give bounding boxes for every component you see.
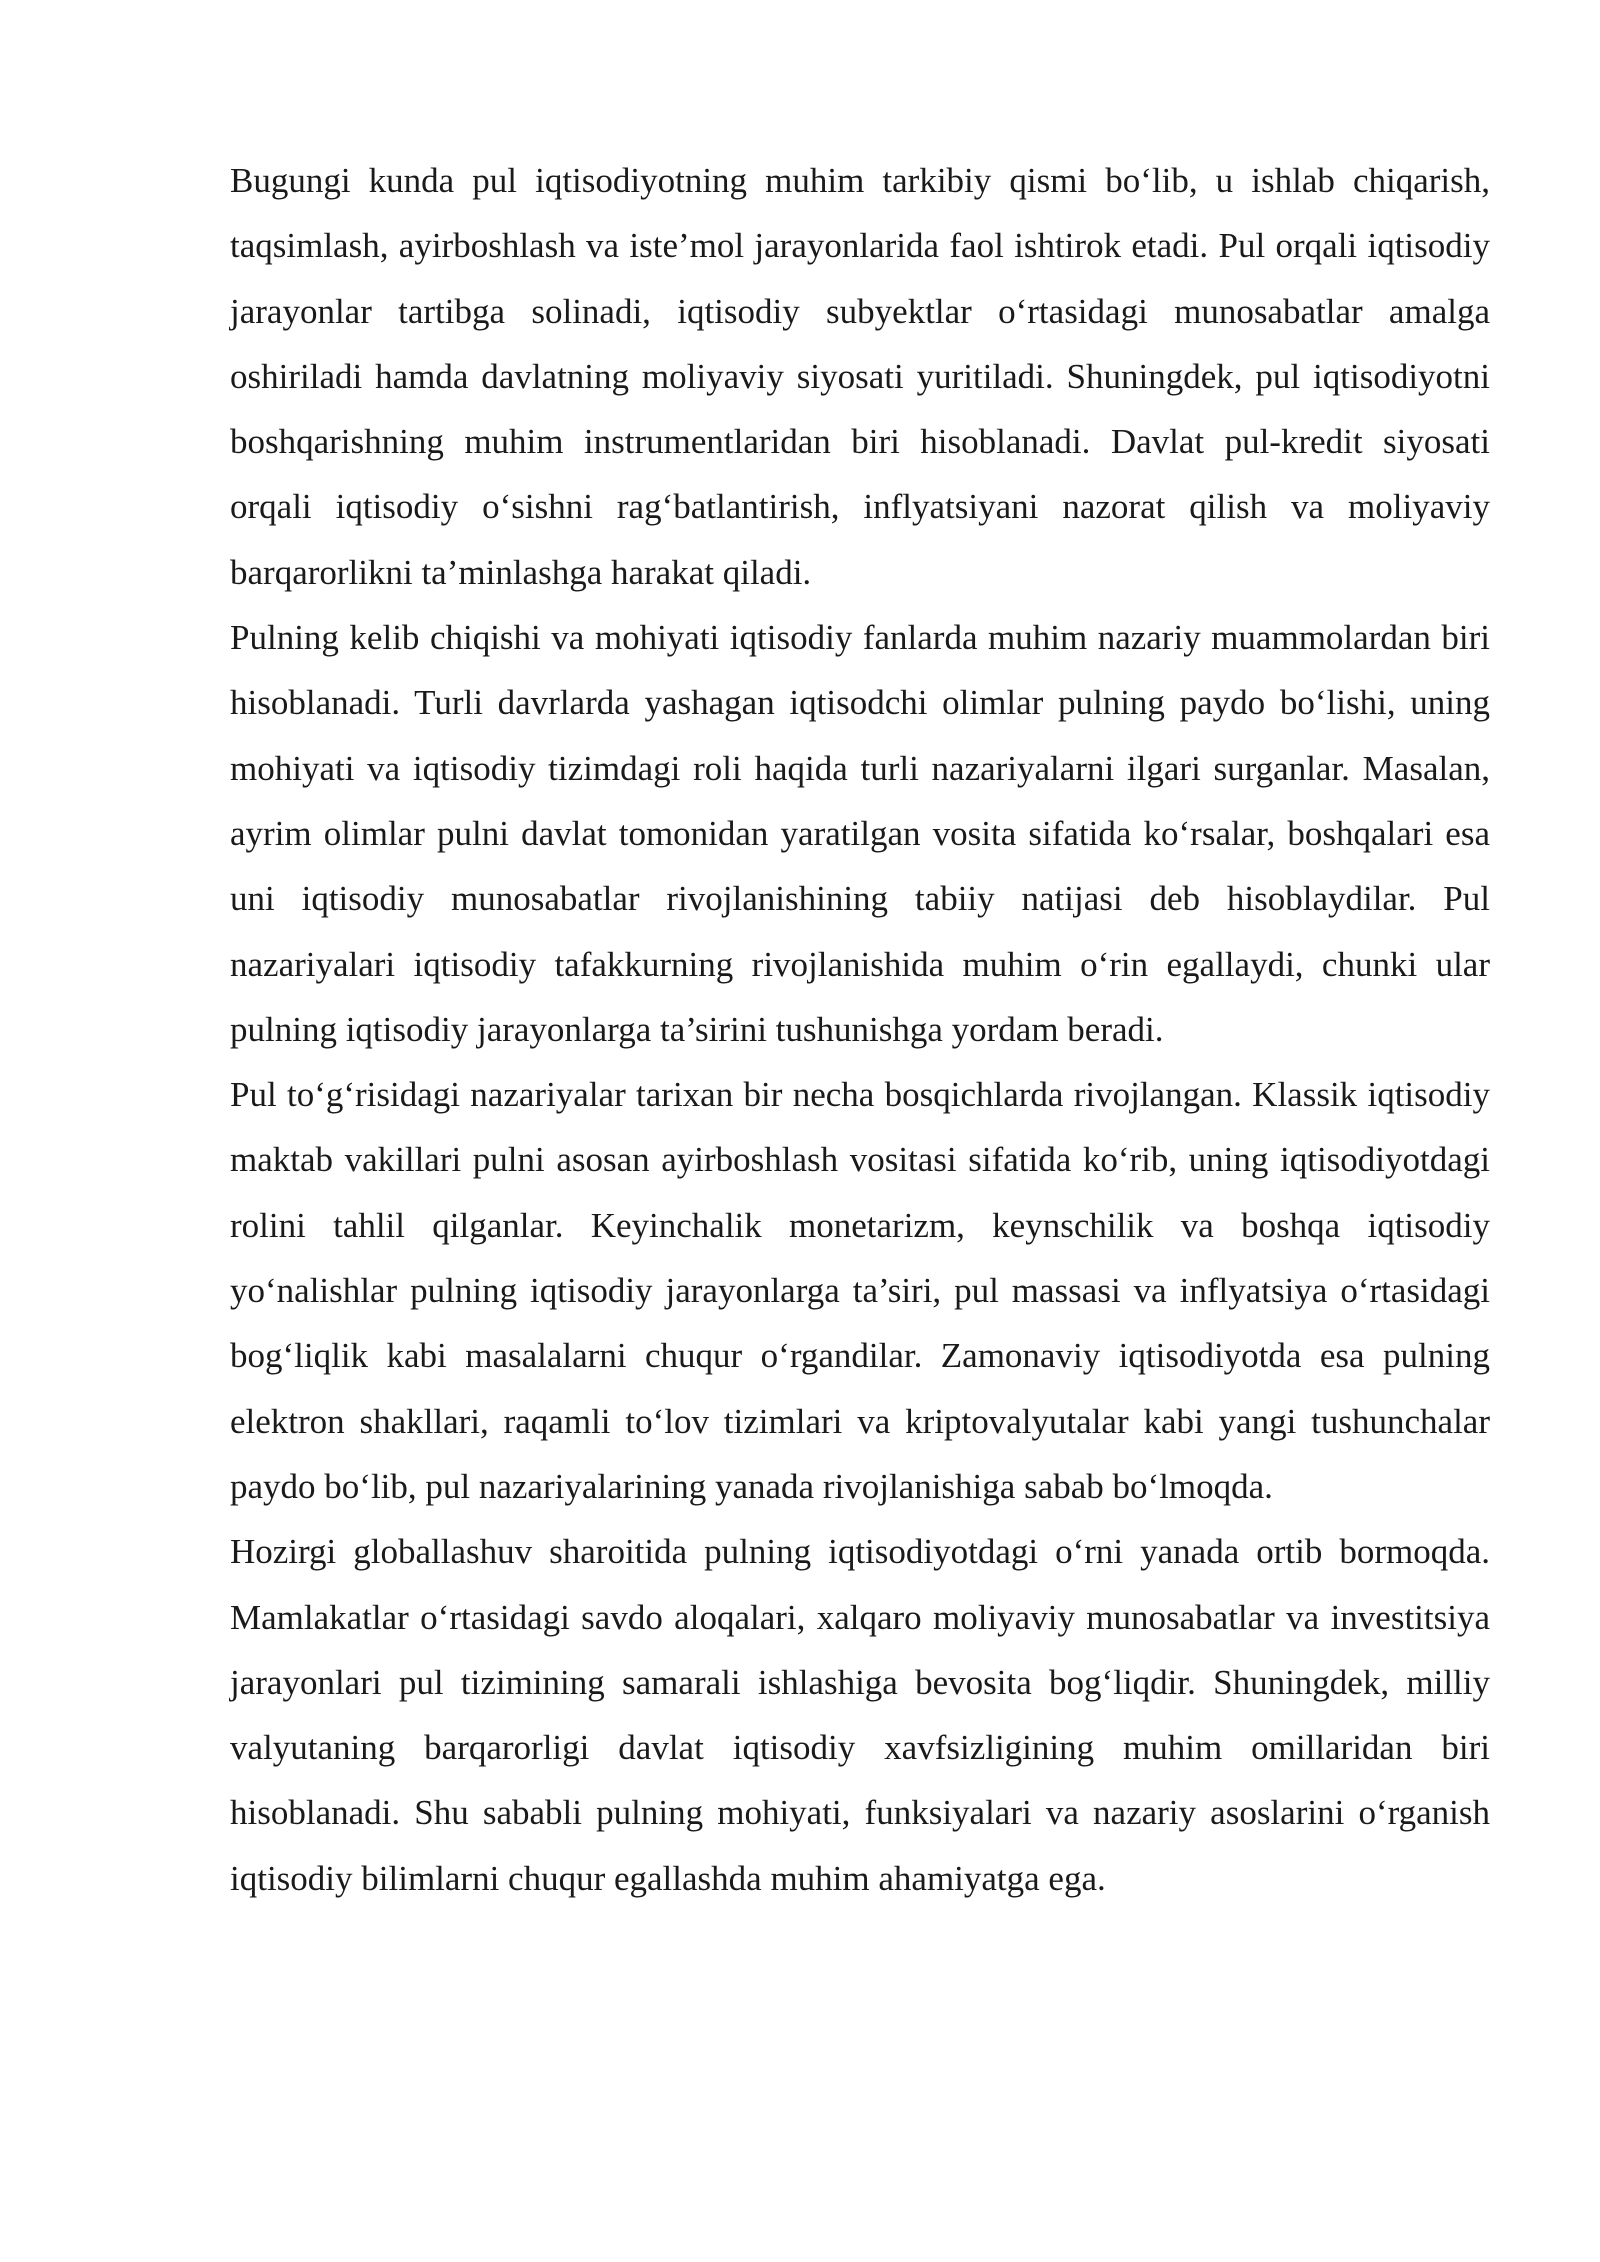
paragraph-4: Hozirgi globallashuv sharoitida pulning iqtisodiyotdagi o‘rni yanada ortib bormoqda. Mamlakatlar o‘rtasidagi savdo aloqalari, xalqaro moliyaviy munosabatlar va investitsiya jarayonlari pul tizimining samarali ishlashiga bevosita bog‘liqdir. Shuningdek, milliy valyutaning barqarorligi davlat iqtisodiy xavfsizligining muhim omillaridan biri hisoblanadi. Shu sababli pulning mohiyati, funksiyalari va nazariy asoslarini o‘rganish iqtisodiy bilimlarni chuqur egallashda muhim ahamiyatga ega. bbox=[230, 1532, 1490, 1898]
paragraph-3: Pul to‘g‘risidagi nazariyalar tarixan bir necha bosqichlarda rivojlangan. Klassik iqtisodiy maktab vakillari pulni asosan ayirboshlash vositasi sifatida ko‘rib, uning iqtisodiyotdagi rolini tahlil qilganlar. Keyinchalik monetarizm, keynschilik va boshqa iqtisodiy yo‘nalishlar pulning iqtisodiy jarayonlarga ta’siri, pul massasi va inflyatsiya o‘rtasidagi bog‘liqlik kabi masalalarni chuqur o‘rgandilar. Zamonaviy iqtisodiyotda esa pulning elektron shakllari, raqamli to‘lov tizimlari va kriptovalyutalar kabi yangi tushunchalar paydo bo‘lib, pul nazariyalarining yanada rivojlanishiga sabab bo‘lmoqda. bbox=[230, 1075, 1490, 1506]
paragraph-1: Bugungi kunda pul iqtisodiyotning muhim tarkibiy qismi bo‘lib, u ishlab chiqarish, taqsimlash, ayirboshlash va iste’mol jarayonlarida faol ishtirok etadi. Pul orqali iqtisodiy jarayonlar tartibga solinadi, iqtisodiy subyektlar o‘rtasidagi munosabatlar amalga oshiriladi hamda davlatning moliyaviy siyosati yuritiladi. Shuningdek, pul iqtisodiyotni boshqarishning muhim instrumentlaridan biri hisoblanadi. Davlat pul-kredit siyosati orqali iqtisodiy o‘sishni rag‘batlantirish, inflyatsiyani nazorat qilish va moliyaviy barqarorlikni ta’minlashga harakat qiladi. bbox=[230, 161, 1490, 592]
document-body bbox=[230, 148, 1490, 1911]
paragraph-2: Pulning kelib chiqishi va mohiyati iqtisodiy fanlarda muhim nazariy muammolardan biri hisoblanadi. Turli davrlarda yashagan iqtisodchi olimlar pulning paydo bo‘lishi, uning mohiyati va iqtisodiy tizimdagi roli haqida turli nazariyalarni ilgari surganlar. Masalan, ayrim olimlar pulni davlat tomonidan yaratilgan vosita sifatida ko‘rsalar, boshqalari esa uni iqtisodiy munosabatlar rivojlanishining tabiiy natijasi deb hisoblaydilar. Pul nazariyalari iqtisodiy tafakkurning rivojlanishida muhim o‘rin egallaydi, chunki ular pulning iqtisodiy jarayonlarga ta’sirini tushunishga yordam beradi. bbox=[230, 618, 1490, 1049]
